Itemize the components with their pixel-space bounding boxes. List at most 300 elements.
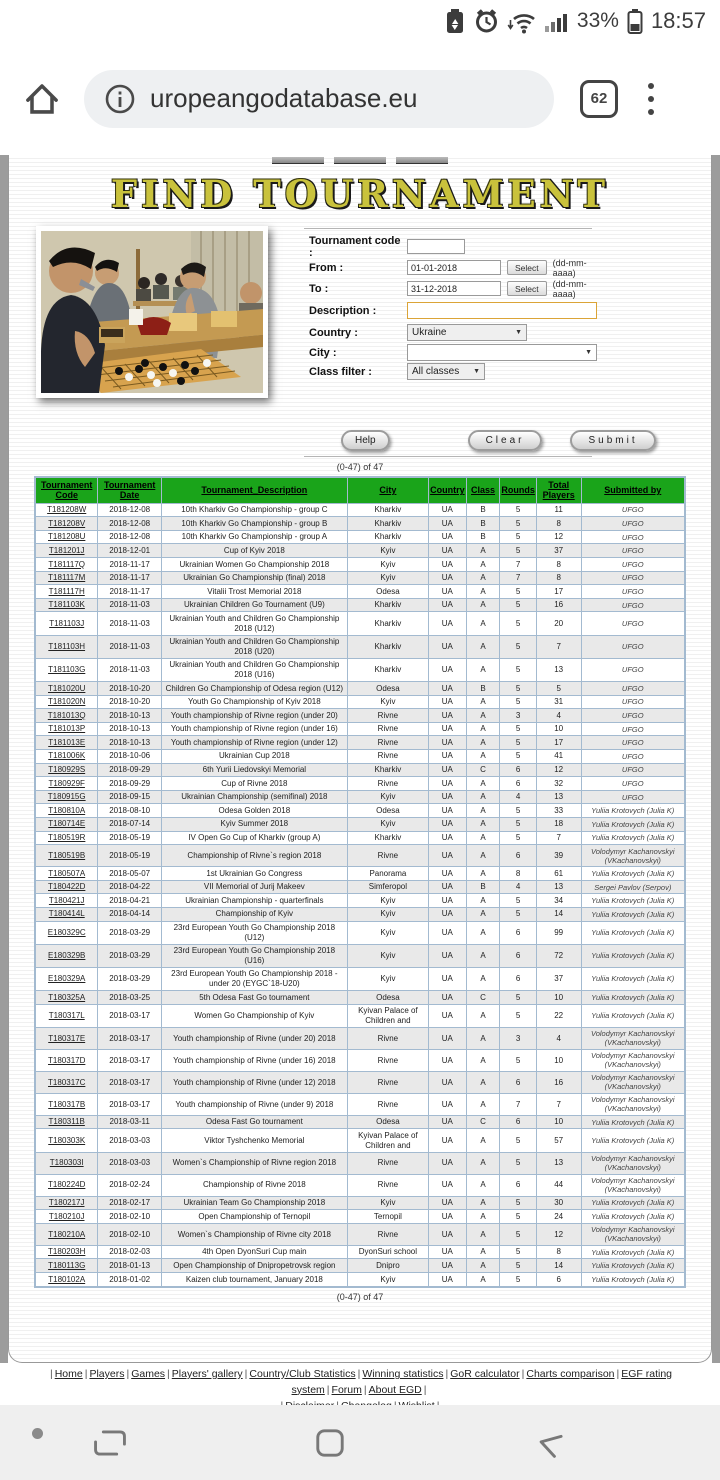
cell-city: Rivne — [347, 1071, 428, 1093]
tournament-code-link[interactable]: T180317D — [48, 1055, 86, 1065]
cell-description: Women`s Championship of Rivne city 2018 — [161, 1223, 347, 1245]
recents-button[interactable] — [90, 1423, 130, 1463]
table-row — [35, 503, 685, 517]
tournament-code-link[interactable]: T181013E — [48, 737, 86, 747]
cell-rounds: 5 — [500, 598, 537, 612]
cell-country: UA — [429, 749, 467, 763]
cell-date: 2018-05-19 — [98, 845, 162, 867]
divider-top — [304, 228, 592, 229]
tournament-code-link[interactable]: T180303I — [49, 1158, 84, 1168]
to-date-input[interactable] — [407, 281, 501, 296]
cell-tournament-code — [35, 944, 98, 967]
cell-tournament-code — [35, 991, 98, 1005]
tournament-code-link[interactable]: T181103K — [48, 600, 85, 610]
tournament-code-link[interactable]: T180203H — [48, 1247, 86, 1257]
table-row — [35, 1049, 685, 1071]
cell-date: 2018-03-29 — [98, 967, 162, 990]
cell-tournament-code — [35, 722, 98, 736]
cell-date: 2018-03-29 — [98, 921, 162, 944]
cell-tournament-code — [35, 503, 98, 517]
cell-rounds: 7 — [500, 571, 537, 585]
cell-date: 2018-10-20 — [98, 682, 162, 696]
tournament-code-link[interactable]: T180325A — [48, 992, 86, 1002]
cell-country: UA — [429, 967, 467, 990]
cell-class: A — [466, 571, 500, 585]
cell-tournament-code — [35, 1093, 98, 1115]
table-row — [35, 558, 685, 572]
battery-saver-icon — [444, 7, 466, 35]
cell-city: Odesa — [347, 682, 428, 696]
cell-submitted-by: UFGO — [581, 722, 685, 736]
table-row — [35, 1152, 685, 1174]
cell-submitted-by: Volodymyr Kachanovskyi (VKachanovskyi) — [581, 1093, 685, 1115]
footer-link[interactable]: Players — [89, 1368, 125, 1380]
cell-players: 7 — [536, 1093, 581, 1115]
cell-description: Odesa Fast Go tournament — [161, 1115, 347, 1129]
cell-players: 37 — [536, 967, 581, 990]
city-select[interactable] — [407, 344, 597, 361]
cell-country: UA — [429, 722, 467, 736]
table-row — [35, 1273, 685, 1287]
cell-class: A — [466, 777, 500, 791]
cell-class: B — [466, 880, 500, 894]
cell-tournament-code — [35, 1129, 98, 1152]
cell-city: Simferopol — [347, 880, 428, 894]
tournament-code-link[interactable]: T180810A — [48, 805, 86, 815]
footer-link[interactable]: Winning statistics — [362, 1368, 444, 1380]
class-filter-select[interactable] — [407, 363, 485, 380]
tournament-code-link[interactable]: T180317L — [48, 1010, 85, 1020]
clipped-top-links — [9, 155, 711, 166]
cell-rounds: 5 — [500, 1245, 537, 1259]
cell-date: 2018-04-22 — [98, 880, 162, 894]
home-button[interactable] — [310, 1423, 350, 1463]
cell-tournament-code — [35, 1152, 98, 1174]
cell-description: 4th Open DyonSuri Cup main — [161, 1245, 347, 1259]
cell-submitted-by: Yuliia Krotovych (Julia K) — [581, 907, 685, 921]
cell-tournament-code — [35, 867, 98, 881]
cell-date: 2018-01-13 — [98, 1259, 162, 1273]
cell-country: UA — [429, 736, 467, 750]
cell-submitted-by: UFGO — [581, 558, 685, 572]
cell-players: 34 — [536, 894, 581, 908]
status-bar — [0, 0, 720, 42]
footer-link[interactable]: Forum — [331, 1383, 362, 1396]
battery-percent: 33% — [576, 9, 619, 32]
footer-link[interactable]: Players' gallery — [171, 1368, 243, 1380]
cell-players: 24 — [536, 1210, 581, 1224]
cell-city: Kyiv — [347, 967, 428, 990]
cell-date: 2018-11-17 — [98, 571, 162, 585]
cell-description: Ukrainian Youth and Children Go Championship 2018 (U12) — [161, 612, 347, 635]
cell-country: UA — [429, 1129, 467, 1152]
cell-submitted-by: UFGO — [581, 635, 685, 658]
cell-class: A — [466, 736, 500, 750]
cell-description: 23rd European Youth Go Championship 2018 - under 20 (EYGC`18-U20) — [161, 967, 347, 990]
cell-submitted-by: Yuliia Krotovych (Julia K) — [581, 817, 685, 831]
cell-description: Odesa Golden 2018 — [161, 804, 347, 818]
description-input[interactable] — [407, 302, 597, 319]
column-header[interactable]: Tournament Date — [98, 477, 162, 503]
menu-icon[interactable] — [648, 83, 654, 115]
from-label: From : — [309, 261, 344, 274]
tournament-code-link[interactable]: T180421J — [48, 895, 85, 905]
table-row — [35, 1115, 685, 1129]
cell-description: Vitalii Trost Memorial 2018 — [161, 585, 347, 599]
cell-submitted-by: UFGO — [581, 682, 685, 696]
cell-submitted-by: UFGO — [581, 777, 685, 791]
cell-date: 2018-03-17 — [98, 1004, 162, 1027]
find-tournament-form — [309, 236, 609, 381]
cell-date: 2018-03-17 — [98, 1027, 162, 1049]
table-header-row — [35, 477, 685, 503]
cell-rounds: 5 — [500, 1259, 537, 1273]
help-button[interactable]: Help — [341, 430, 390, 451]
column-header[interactable]: Rounds — [500, 477, 537, 503]
footer-link[interactable]: GoR calculator — [450, 1368, 520, 1380]
url-text[interactable]: uropeangodatabase.eu — [150, 83, 418, 113]
tournament-code-link[interactable]: T180519R — [48, 833, 86, 843]
cell-tournament-code — [35, 763, 98, 777]
tournament-code-link[interactable]: T181117M — [48, 573, 86, 583]
cell-country: UA — [429, 571, 467, 585]
from-select-button[interactable]: Select — [507, 260, 547, 275]
info-icon[interactable] — [104, 83, 136, 115]
cell-tournament-code — [35, 777, 98, 791]
column-header[interactable]: City — [347, 477, 428, 503]
cell-date: 2018-12-08 — [98, 517, 162, 531]
divider-bottom — [304, 456, 592, 457]
cell-tournament-code — [35, 1245, 98, 1259]
cell-country: UA — [429, 1196, 467, 1210]
cell-city: Rivne — [347, 1049, 428, 1071]
cell-city: Kharkiv — [347, 635, 428, 658]
cell-city: Kyiv — [347, 1196, 428, 1210]
cell-submitted-by: UFGO — [581, 585, 685, 599]
cell-submitted-by: Yuliia Krotovych (Julia K) — [581, 894, 685, 908]
cell-country: UA — [429, 1004, 467, 1027]
tournament-code-link[interactable]: T180102A — [48, 1274, 86, 1284]
tournament-code-input[interactable] — [407, 239, 465, 254]
column-header[interactable]: Tournament_Description — [161, 477, 347, 503]
tab-switcher-button[interactable] — [580, 80, 618, 118]
cell-class: A — [466, 1196, 500, 1210]
from-date-input[interactable] — [407, 260, 501, 275]
cell-rounds: 7 — [500, 558, 537, 572]
cell-class: B — [466, 530, 500, 544]
cell-country: UA — [429, 1245, 467, 1259]
cell-description: Ukrainian Team Go Championship 2018 — [161, 1196, 347, 1210]
tournament-code-link[interactable]: T181208U — [48, 532, 86, 542]
cell-tournament-code — [35, 1223, 98, 1245]
photo-form-section — [9, 218, 711, 458]
cell-description: Viktor Tyshchenko Memorial — [161, 1129, 347, 1152]
tournament-code-link[interactable]: T180519B — [48, 850, 86, 860]
cell-description: Youth championship of Rivne (under 20) 2018 — [161, 1027, 347, 1049]
tournament-table — [34, 476, 686, 1288]
cell-class: A — [466, 804, 500, 818]
cell-tournament-code — [35, 831, 98, 845]
cell-date: 2018-11-17 — [98, 585, 162, 599]
cell-class: A — [466, 1273, 500, 1287]
description-label: Description : — [309, 304, 377, 317]
cell-description: Ukrainian Children Go Tournament (U9) — [161, 598, 347, 612]
cell-date: 2018-09-29 — [98, 777, 162, 791]
table-row — [35, 1174, 685, 1196]
cell-description: Youth championship of Rivne (under 16) 2018 — [161, 1049, 347, 1071]
tournament-code-link[interactable]: T181117Q — [48, 559, 86, 569]
cell-rounds: 5 — [500, 736, 537, 750]
column-header[interactable]: Total Players — [536, 477, 581, 503]
battery-icon — [626, 7, 644, 35]
tournament-code-link[interactable]: T181013Q — [47, 710, 86, 720]
cell-tournament-code — [35, 845, 98, 867]
footer-link[interactable]: Games — [131, 1368, 166, 1380]
tournament-code-link[interactable]: T181013P — [48, 724, 86, 734]
clear-button[interactable]: Clear — [468, 430, 543, 451]
home-icon[interactable] — [22, 79, 62, 119]
table-row — [35, 635, 685, 658]
cell-submitted-by: UFGO — [581, 749, 685, 763]
cell-players: 10 — [536, 991, 581, 1005]
cell-players: 7 — [536, 635, 581, 658]
tournament-code-link[interactable]: T180317E — [48, 1033, 86, 1043]
footer-link[interactable]: Home — [54, 1368, 83, 1380]
cell-players: 14 — [536, 907, 581, 921]
cell-rounds: 5 — [500, 1004, 537, 1027]
tournament-code-link[interactable]: T181020U — [48, 683, 86, 693]
tournament-code-link[interactable]: T180113G — [48, 1260, 86, 1270]
cell-date: 2018-05-19 — [98, 831, 162, 845]
column-header[interactable]: Class — [466, 477, 500, 503]
tournament-code-link[interactable]: E180329C — [47, 927, 86, 937]
cell-city: Kyiv — [347, 817, 428, 831]
cell-submitted-by: UFGO — [581, 709, 685, 723]
clock-text: 18:57 — [650, 8, 706, 33]
tournament-code-link[interactable]: T180210A — [48, 1229, 86, 1239]
cell-rounds: 6 — [500, 1071, 537, 1093]
cell-description: Open Championship of Dnipropetrovsk region — [161, 1259, 347, 1273]
table-row — [35, 598, 685, 612]
cell-rounds: 6 — [500, 1174, 537, 1196]
tournament-code-link[interactable]: T180929F — [48, 778, 85, 788]
cell-players: 31 — [536, 695, 581, 709]
table-row — [35, 777, 685, 791]
column-header[interactable]: Submitted by — [581, 477, 685, 503]
cell-date: 2018-03-03 — [98, 1129, 162, 1152]
cell-city: Rivne — [347, 736, 428, 750]
tournament-code-link[interactable]: T181208W — [47, 505, 87, 515]
android-navbar — [0, 1405, 720, 1480]
tournament-code-link[interactable]: T180915G — [47, 792, 86, 802]
column-header[interactable]: Tournament Code — [35, 477, 98, 503]
cell-rounds: 6 — [500, 921, 537, 944]
cell-class: A — [466, 894, 500, 908]
cell-submitted-by: Yuliia Krotovych (Julia K) — [581, 921, 685, 944]
cell-city: Rivne — [347, 1174, 428, 1196]
cell-date: 2018-12-08 — [98, 503, 162, 517]
table-row — [35, 1196, 685, 1210]
cell-players: 4 — [536, 1027, 581, 1049]
cell-rounds: 4 — [500, 880, 537, 894]
table-row — [35, 867, 685, 881]
cell-city: Rivne — [347, 845, 428, 867]
cell-players: 72 — [536, 944, 581, 967]
cell-tournament-code — [35, 790, 98, 804]
cell-date: 2018-02-10 — [98, 1210, 162, 1224]
column-header[interactable]: Country — [429, 477, 467, 503]
tournament-code-link[interactable]: E180329A — [48, 974, 86, 984]
cell-players: 11 — [536, 503, 581, 517]
cell-players: 17 — [536, 736, 581, 750]
cell-class: A — [466, 1152, 500, 1174]
cell-tournament-code — [35, 1273, 98, 1287]
tournament-code-link[interactable]: T181117H — [48, 586, 85, 596]
cell-submitted-by: Volodymyr Kachanovskyi (VKachanovskyi) — [581, 845, 685, 867]
cell-country: UA — [429, 558, 467, 572]
table-row — [35, 894, 685, 908]
cell-class: A — [466, 544, 500, 558]
cell-description: Women Go Championship of Kyiv — [161, 1004, 347, 1027]
cell-city: Kyiv — [347, 544, 428, 558]
cell-players: 37 — [536, 544, 581, 558]
cell-rounds: 5 — [500, 682, 537, 696]
cell-description: Open Championship of Ternopil — [161, 1210, 347, 1224]
cell-rounds: 7 — [500, 1093, 537, 1115]
to-format-hint: (dd-mm-aaaa) — [552, 278, 587, 299]
cell-players: 8 — [536, 1245, 581, 1259]
tournament-code-link[interactable]: E180329B — [48, 950, 86, 960]
cell-country: UA — [429, 530, 467, 544]
cell-rounds: 5 — [500, 517, 537, 531]
cell-city: Kharkiv — [347, 503, 428, 517]
cell-class: A — [466, 1129, 500, 1152]
cell-description: Kaizen club tournament, January 2018 — [161, 1273, 347, 1287]
cell-city: Kyivan Palace of Children and — [347, 1004, 428, 1027]
cell-city: Odesa — [347, 991, 428, 1005]
edge-panel-handle[interactable] — [32, 1428, 43, 1439]
tournament-code-link[interactable]: T180303K — [48, 1135, 86, 1145]
footer-link[interactable]: Country/Club Statistics — [249, 1368, 356, 1380]
tournament-code-link[interactable]: T180929S — [48, 765, 86, 775]
cell-city: Dnipro — [347, 1259, 428, 1273]
cell-class: C — [466, 763, 500, 777]
cell-description: Championship of Kyiv — [161, 907, 347, 921]
tournament-code-link[interactable]: T181103G — [48, 665, 86, 675]
tournament-code-link[interactable]: T180317B — [48, 1099, 86, 1109]
tournament-code-link[interactable]: T180422D — [48, 882, 86, 892]
cell-date: 2018-02-03 — [98, 1245, 162, 1259]
tournament-code-label: Tournament code : — [309, 234, 401, 259]
cell-submitted-by: Yuliia Krotovych (Julia K) — [581, 967, 685, 990]
class-filter-label: Class filter : — [309, 365, 372, 378]
country-select[interactable] — [407, 324, 527, 341]
cell-rounds: 5 — [500, 991, 537, 1005]
tournament-code-link[interactable]: T181201J — [48, 545, 85, 555]
cell-players: 16 — [536, 598, 581, 612]
tournament-code-link[interactable]: T180210J — [48, 1211, 85, 1221]
cell-players: 33 — [536, 804, 581, 818]
url-bar[interactable] — [84, 70, 554, 128]
cell-tournament-code — [35, 571, 98, 585]
cell-date: 2018-04-21 — [98, 894, 162, 908]
tournament-code-link[interactable]: T180317C — [48, 1077, 86, 1087]
cell-rounds: 5 — [500, 1210, 537, 1224]
cell-submitted-by: UFGO — [581, 763, 685, 777]
cell-country: UA — [429, 635, 467, 658]
cell-tournament-code — [35, 1174, 98, 1196]
tournament-code-link[interactable]: T180311B — [48, 1117, 85, 1127]
cell-submitted-by: UFGO — [581, 658, 685, 681]
cell-city: Kyiv — [347, 1273, 428, 1287]
cell-date: 2018-11-03 — [98, 598, 162, 612]
cell-country: UA — [429, 517, 467, 531]
table-row — [35, 921, 685, 944]
cell-date: 2018-10-13 — [98, 722, 162, 736]
cell-description: 1st Ukrainian Go Congress — [161, 867, 347, 881]
cell-players: 12 — [536, 763, 581, 777]
tournament-code-link[interactable]: T180414L — [48, 909, 85, 919]
cell-tournament-code — [35, 530, 98, 544]
cell-submitted-by: UFGO — [581, 736, 685, 750]
cell-players: 13 — [536, 880, 581, 894]
cell-tournament-code — [35, 1115, 98, 1129]
cell-country: UA — [429, 695, 467, 709]
cell-tournament-code — [35, 635, 98, 658]
tournament-code-link[interactable]: T180224D — [48, 1180, 86, 1190]
tournament-code-link[interactable]: T180507A — [48, 868, 86, 878]
tournament-code-link[interactable]: T181006K — [48, 751, 86, 761]
cell-description: Ukrainian Go Championship (final) 2018 — [161, 571, 347, 585]
cell-country: UA — [429, 544, 467, 558]
cell-players: 16 — [536, 1071, 581, 1093]
cell-class: A — [466, 1223, 500, 1245]
tournament-code-link[interactable]: T181103H — [48, 641, 86, 651]
tournament-code-link[interactable]: T181020N — [48, 697, 86, 707]
cell-date: 2018-02-17 — [98, 1196, 162, 1210]
cell-city: Rivne — [347, 1152, 428, 1174]
cell-rounds: 5 — [500, 695, 537, 709]
cell-date: 2018-03-17 — [98, 1049, 162, 1071]
tournament-code-link[interactable]: T180714E — [48, 819, 86, 829]
cell-tournament-code — [35, 736, 98, 750]
back-button[interactable] — [530, 1423, 570, 1463]
cell-country: UA — [429, 1152, 467, 1174]
cell-class: A — [466, 1004, 500, 1027]
cell-city: Odesa — [347, 585, 428, 599]
cell-date: 2018-11-03 — [98, 635, 162, 658]
footer-link[interactable]: Charts comparison — [526, 1368, 615, 1380]
cell-city: Kyiv — [347, 558, 428, 572]
table-row — [35, 907, 685, 921]
tournament-code-link[interactable]: T181103J — [49, 618, 85, 628]
cell-class: A — [466, 635, 500, 658]
cell-players: 44 — [536, 1174, 581, 1196]
submit-button[interactable]: Submit — [570, 430, 655, 451]
footer-link[interactable]: EGF rating system — [291, 1368, 673, 1396]
tournament-code-link[interactable]: T181208V — [48, 518, 86, 528]
footer-link[interactable]: About EGD — [368, 1383, 422, 1396]
to-select-button[interactable]: Select — [507, 281, 547, 296]
cell-description: Women`s Championship of Rivne region 2018 — [161, 1152, 347, 1174]
cell-rounds: 8 — [500, 867, 537, 881]
cell-class: A — [466, 612, 500, 635]
tournament-code-link[interactable]: T180217J — [48, 1198, 85, 1208]
cell-players: 41 — [536, 749, 581, 763]
cell-submitted-by: Yuliia Krotovych (Julia K) — [581, 867, 685, 881]
cell-players: 13 — [536, 658, 581, 681]
cell-class: A — [466, 1071, 500, 1093]
